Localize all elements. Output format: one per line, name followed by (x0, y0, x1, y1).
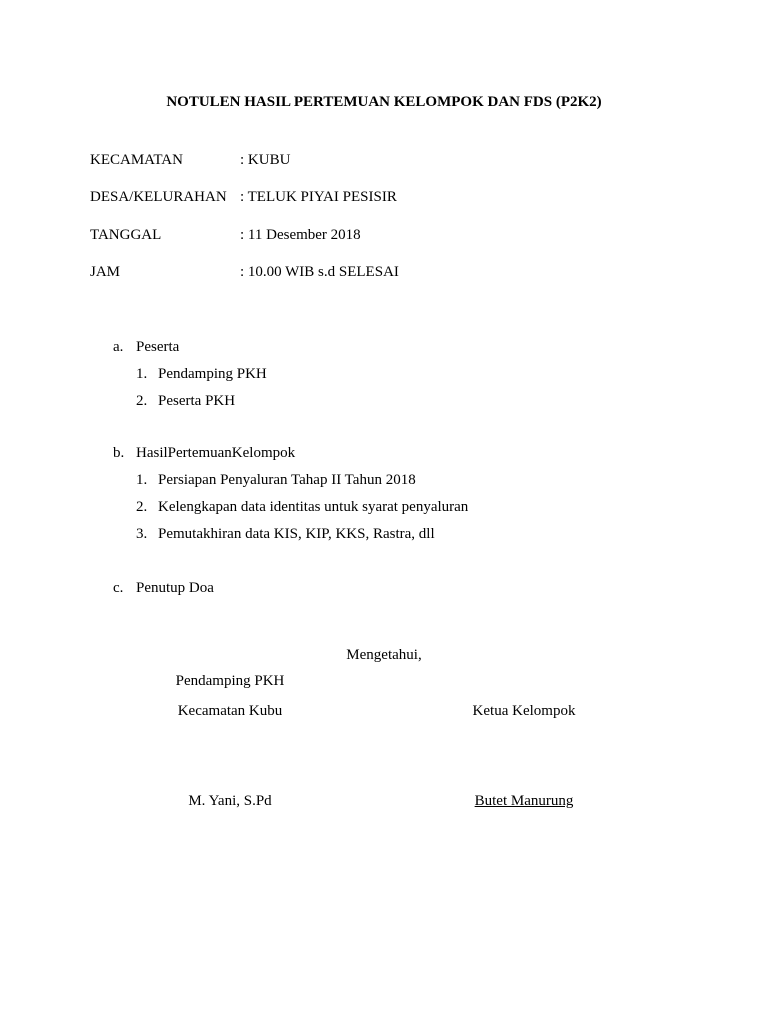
section-letter: a. (113, 339, 124, 355)
list-item-number: 2. (136, 499, 148, 515)
list-item-number: 2. (136, 393, 148, 409)
list-item-number: 1. (136, 472, 148, 488)
section-title: Peserta (136, 339, 180, 355)
info-value-kecamatan: : KUBU (240, 152, 291, 168)
list-item: Pendamping PKH (158, 366, 267, 382)
document-title: NOTULEN HASIL PERTEMUAN KELOMPOK DAN FDS (P2K2) (166, 94, 602, 110)
section-letter: b. (113, 445, 125, 461)
list-item-number: 1. (136, 366, 148, 382)
section-title: Penutup Doa (136, 580, 214, 596)
signature-left-role: Pendamping PKH (175, 673, 285, 689)
info-label-desa: DESA/KELURAHAN (90, 189, 227, 205)
signature-left-name: M. Yani, S.Pd (188, 793, 272, 809)
info-label-tanggal: TANGGAL (90, 227, 162, 243)
section-title: HasilPertemuanKelompok (136, 445, 296, 461)
list-item-number: 3. (136, 526, 148, 542)
section-letter: c. (113, 580, 124, 596)
list-item: Peserta PKH (158, 393, 236, 409)
info-label-jam: JAM (90, 264, 121, 280)
signature-right-role: Ketua Kelompok (472, 703, 576, 719)
info-value-tanggal: : 11 Desember 2018 (240, 227, 361, 243)
signature-heading: Mengetahui, (346, 647, 422, 663)
signature-right-name (424, 794, 624, 809)
list-item: Persiapan Penyaluran Tahap II Tahun 2018 (158, 472, 416, 488)
list-item: Kelengkapan data identitas untuk syarat penyaluran (158, 499, 469, 515)
info-value-desa: : TELUK PIYAI PESISIR (240, 189, 397, 205)
signature-left-place: Kecamatan Kubu (177, 703, 283, 719)
list-item: Pemutakhiran data KIS, KIP, KKS, Rastra, dll (158, 526, 435, 542)
info-value-jam: : 10.00 WIB s.d SELESAI (240, 264, 399, 280)
signature-right-name-text: Butet Manurung (474, 793, 574, 809)
info-label-kecamatan: KECAMATAN (90, 152, 183, 168)
